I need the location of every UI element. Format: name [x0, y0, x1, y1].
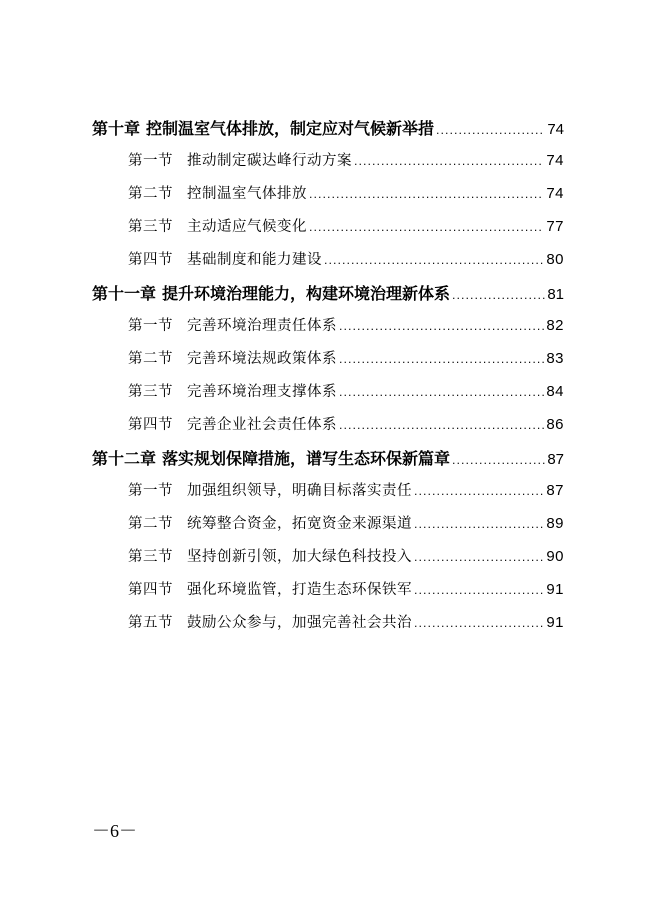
toc-section[interactable] — [92, 248, 564, 281]
toc-entry-page: 82 — [546, 317, 564, 334]
dot-leader — [414, 584, 544, 597]
toc-section[interactable] — [92, 545, 564, 578]
dot-leader — [452, 289, 545, 302]
toc-section[interactable] — [92, 347, 564, 380]
toc-entry-title: 坚持创新引领，加大绿色科技投入 — [187, 549, 412, 565]
toc-entry-page: 77 — [546, 218, 564, 235]
dot-leader — [354, 155, 544, 168]
toc-entry-number: 第十章 — [92, 119, 141, 138]
toc-entry-title: 统筹整合资金，拓宽资金来源渠道 — [187, 516, 412, 532]
toc-entry-page: 80 — [546, 251, 564, 268]
toc-entry-number: 第四节 — [128, 252, 173, 268]
toc-entry-page: 91 — [546, 614, 564, 631]
dot-leader — [339, 419, 544, 432]
toc-entry-page: 81 — [547, 286, 564, 303]
toc-entry-page: 74 — [547, 121, 564, 138]
toc-entry-number: 第三节 — [128, 384, 173, 400]
dot-leader — [324, 254, 544, 267]
dot-leader — [339, 320, 544, 333]
toc-entry-number: 第四节 — [128, 417, 173, 433]
toc-entry-title: 控制温室气体排放，制定应对气候新举措 — [146, 119, 435, 138]
toc-entry-number: 第二节 — [128, 186, 173, 202]
toc-chapter-11[interactable] — [92, 281, 564, 314]
toc-entry-page: 83 — [546, 350, 564, 367]
toc-entry-page: 87 — [547, 451, 564, 468]
dot-leader — [309, 221, 544, 234]
toc-entry-number: 第十一章 — [92, 284, 157, 303]
toc-entry-number: 第一节 — [128, 153, 173, 169]
toc-entry-title: 完善企业社会责任体系 — [187, 417, 337, 433]
toc-entry-title: 完善环境治理支撑体系 — [187, 384, 337, 400]
dot-leader — [414, 485, 544, 498]
dot-leader — [414, 617, 544, 630]
toc-entry-page: 89 — [546, 515, 564, 532]
toc-entry-title: 控制温室气体排放 — [187, 186, 307, 202]
toc-entry-page: 91 — [546, 581, 564, 598]
toc-section[interactable] — [92, 512, 564, 545]
toc-entry-title: 加强组织领导，明确目标落实责任 — [187, 483, 412, 499]
toc-entry-number: 第一节 — [128, 483, 173, 499]
toc-entry-title: 提升环境治理能力，构建环境治理新体系 — [162, 284, 451, 303]
toc-entry-number: 第四节 — [128, 582, 173, 598]
toc-entry-number: 第五节 — [128, 615, 173, 631]
toc-section[interactable] — [92, 578, 564, 611]
table-of-contents — [92, 116, 564, 644]
toc-entry-number: 第十二章 — [92, 449, 157, 468]
toc-section[interactable] — [92, 413, 564, 446]
toc-entry-number: 第二节 — [128, 516, 173, 532]
toc-entry-title: 鼓励公众参与，加强完善社会共治 — [187, 615, 412, 631]
toc-entry-page: 87 — [546, 482, 564, 499]
toc-entry-title: 完善环境治理责任体系 — [187, 318, 337, 334]
toc-entry-title: 主动适应气候变化 — [187, 219, 307, 235]
toc-entry-number: 第三节 — [128, 549, 173, 565]
dot-leader — [452, 454, 545, 467]
toc-entry-page: 90 — [546, 548, 564, 565]
dot-leader — [309, 188, 544, 201]
toc-section[interactable] — [92, 611, 564, 644]
toc-section[interactable] — [92, 215, 564, 248]
toc-entry-title: 完善环境法规政策体系 — [187, 351, 337, 367]
toc-section[interactable] — [92, 479, 564, 512]
toc-entry-title: 推动制定碳达峰行动方案 — [187, 153, 352, 169]
toc-entry-number: 第二节 — [128, 351, 173, 367]
dot-leader — [414, 551, 544, 564]
toc-entry-number: 第三节 — [128, 219, 173, 235]
dot-leader — [339, 353, 544, 366]
toc-section[interactable] — [92, 149, 564, 182]
dot-leader — [436, 124, 545, 137]
toc-section[interactable] — [92, 314, 564, 347]
toc-entry-page: 84 — [546, 383, 564, 400]
toc-entry-title: 落实规划保障措施，谱写生态环保新篇章 — [162, 449, 451, 468]
toc-section[interactable] — [92, 380, 564, 413]
toc-section[interactable] — [92, 182, 564, 215]
toc-entry-title: 强化环境监管，打造生态环保铁军 — [187, 582, 412, 598]
toc-entry-title: 基础制度和能力建设 — [187, 252, 322, 268]
toc-entry-page: 74 — [546, 185, 564, 202]
toc-entry-number: 第一节 — [128, 318, 173, 334]
toc-entry-page: 74 — [546, 152, 564, 169]
dot-leader — [414, 518, 544, 531]
toc-chapter-12[interactable] — [92, 446, 564, 479]
dot-leader — [339, 386, 544, 399]
page-number: －6－ — [92, 821, 137, 841]
toc-chapter-10[interactable] — [92, 116, 564, 149]
toc-entry-page: 86 — [546, 416, 564, 433]
